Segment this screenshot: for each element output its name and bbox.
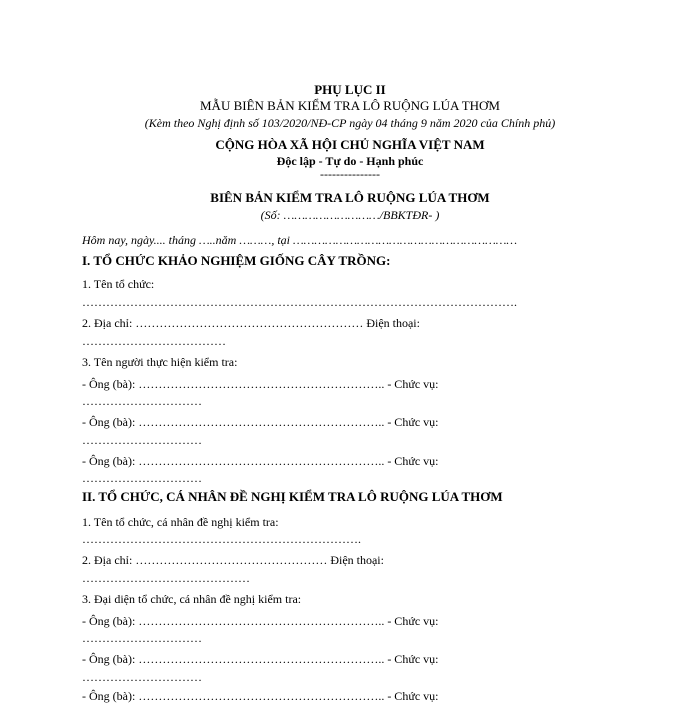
representative-line: - Ông (bà): …………………………………………………….. - Chức vụ: — [82, 689, 439, 703]
form-name: MẪU BIÊN BẢN KIỂM TRA LÔ RUỘNG LÚA THƠM — [200, 98, 500, 113]
header-divider: --------------- — [320, 167, 380, 181]
inspectors-label: 3. Tên người thực hiện kiểm tra: — [82, 355, 238, 369]
national-motto: Độc lập - Tự do - Hạnh phúc — [276, 154, 424, 168]
requester-dots: ……………………………………………………………. — [82, 532, 361, 546]
inspector-line: - Ông (bà): …………………………………………………….. - Chức vụ: — [82, 415, 439, 429]
appendix-label: PHỤ LỤC II — [314, 82, 386, 97]
representative-line: - Ông (bà): …………………………………………………….. - Chức vụ: — [82, 652, 439, 666]
representative-line: - Ông (bà): …………………………………………………….. - Chức vụ: — [82, 614, 439, 628]
org-name-dots: ………………………………………………………………………………………………. — [82, 295, 517, 309]
section1-title: I. TỔ CHỨC KHẢO NGHIỆM GIỐNG CÂY TRỒNG: — [82, 253, 391, 268]
inspector-dots: ………………………… — [82, 394, 202, 408]
country-name: CỘNG HÒA XÃ HỘI CHỦ NGHĨA VIỆT NAM — [215, 137, 485, 152]
org-name-label: 1. Tên tổ chức: — [82, 277, 155, 291]
representative-label: 3. Đại diện tổ chức, cá nhân đề nghị kiểm tra: — [82, 592, 302, 606]
intro-line: Hôm nay, ngày.... tháng …..năm ………, tại ……………………………………………………… — [82, 233, 518, 247]
org-address-line: 2. Địa chỉ: ………………………………………………… Điện thoại: — [82, 316, 420, 330]
org-address-dots: ……………………………… — [82, 334, 226, 348]
decree-note: (Kèm theo Nghị định số 103/2020/NĐ-CP ngày 04 tháng 9 năm 2020 của Chính phủ) — [144, 116, 556, 130]
requester-label: 1. Tên tổ chức, cá nhân đề nghị kiểm tra: — [82, 515, 279, 529]
document-title: BIÊN BẢN KIỂM TRA LÔ RUỘNG LÚA THƠM — [210, 190, 490, 205]
inspector-line: - Ông (bà): …………………………………………………….. - Chức vụ: — [82, 454, 439, 468]
requester-address-dots: …………………………………… — [82, 571, 250, 585]
section2-title: II. TỔ CHỨC, CÁ NHÂN ĐỀ NGHỊ KIỂM TRA LÔ RUỘNG LÚA THƠM — [82, 489, 503, 504]
inspector-dots: ………………………… — [82, 433, 202, 447]
document-number: (Số: ………………………/BBKTĐR- ) — [260, 208, 440, 222]
representative-dots: ………………………… — [82, 631, 202, 645]
inspector-dots: ………………………… — [82, 471, 202, 485]
representative-dots: ………………………… — [82, 670, 202, 684]
requester-address-line: 2. Địa chỉ: ………………………………………… Điện thoại: — [82, 553, 384, 567]
inspector-line: - Ông (bà): …………………………………………………….. - Chức vụ: — [82, 377, 439, 391]
